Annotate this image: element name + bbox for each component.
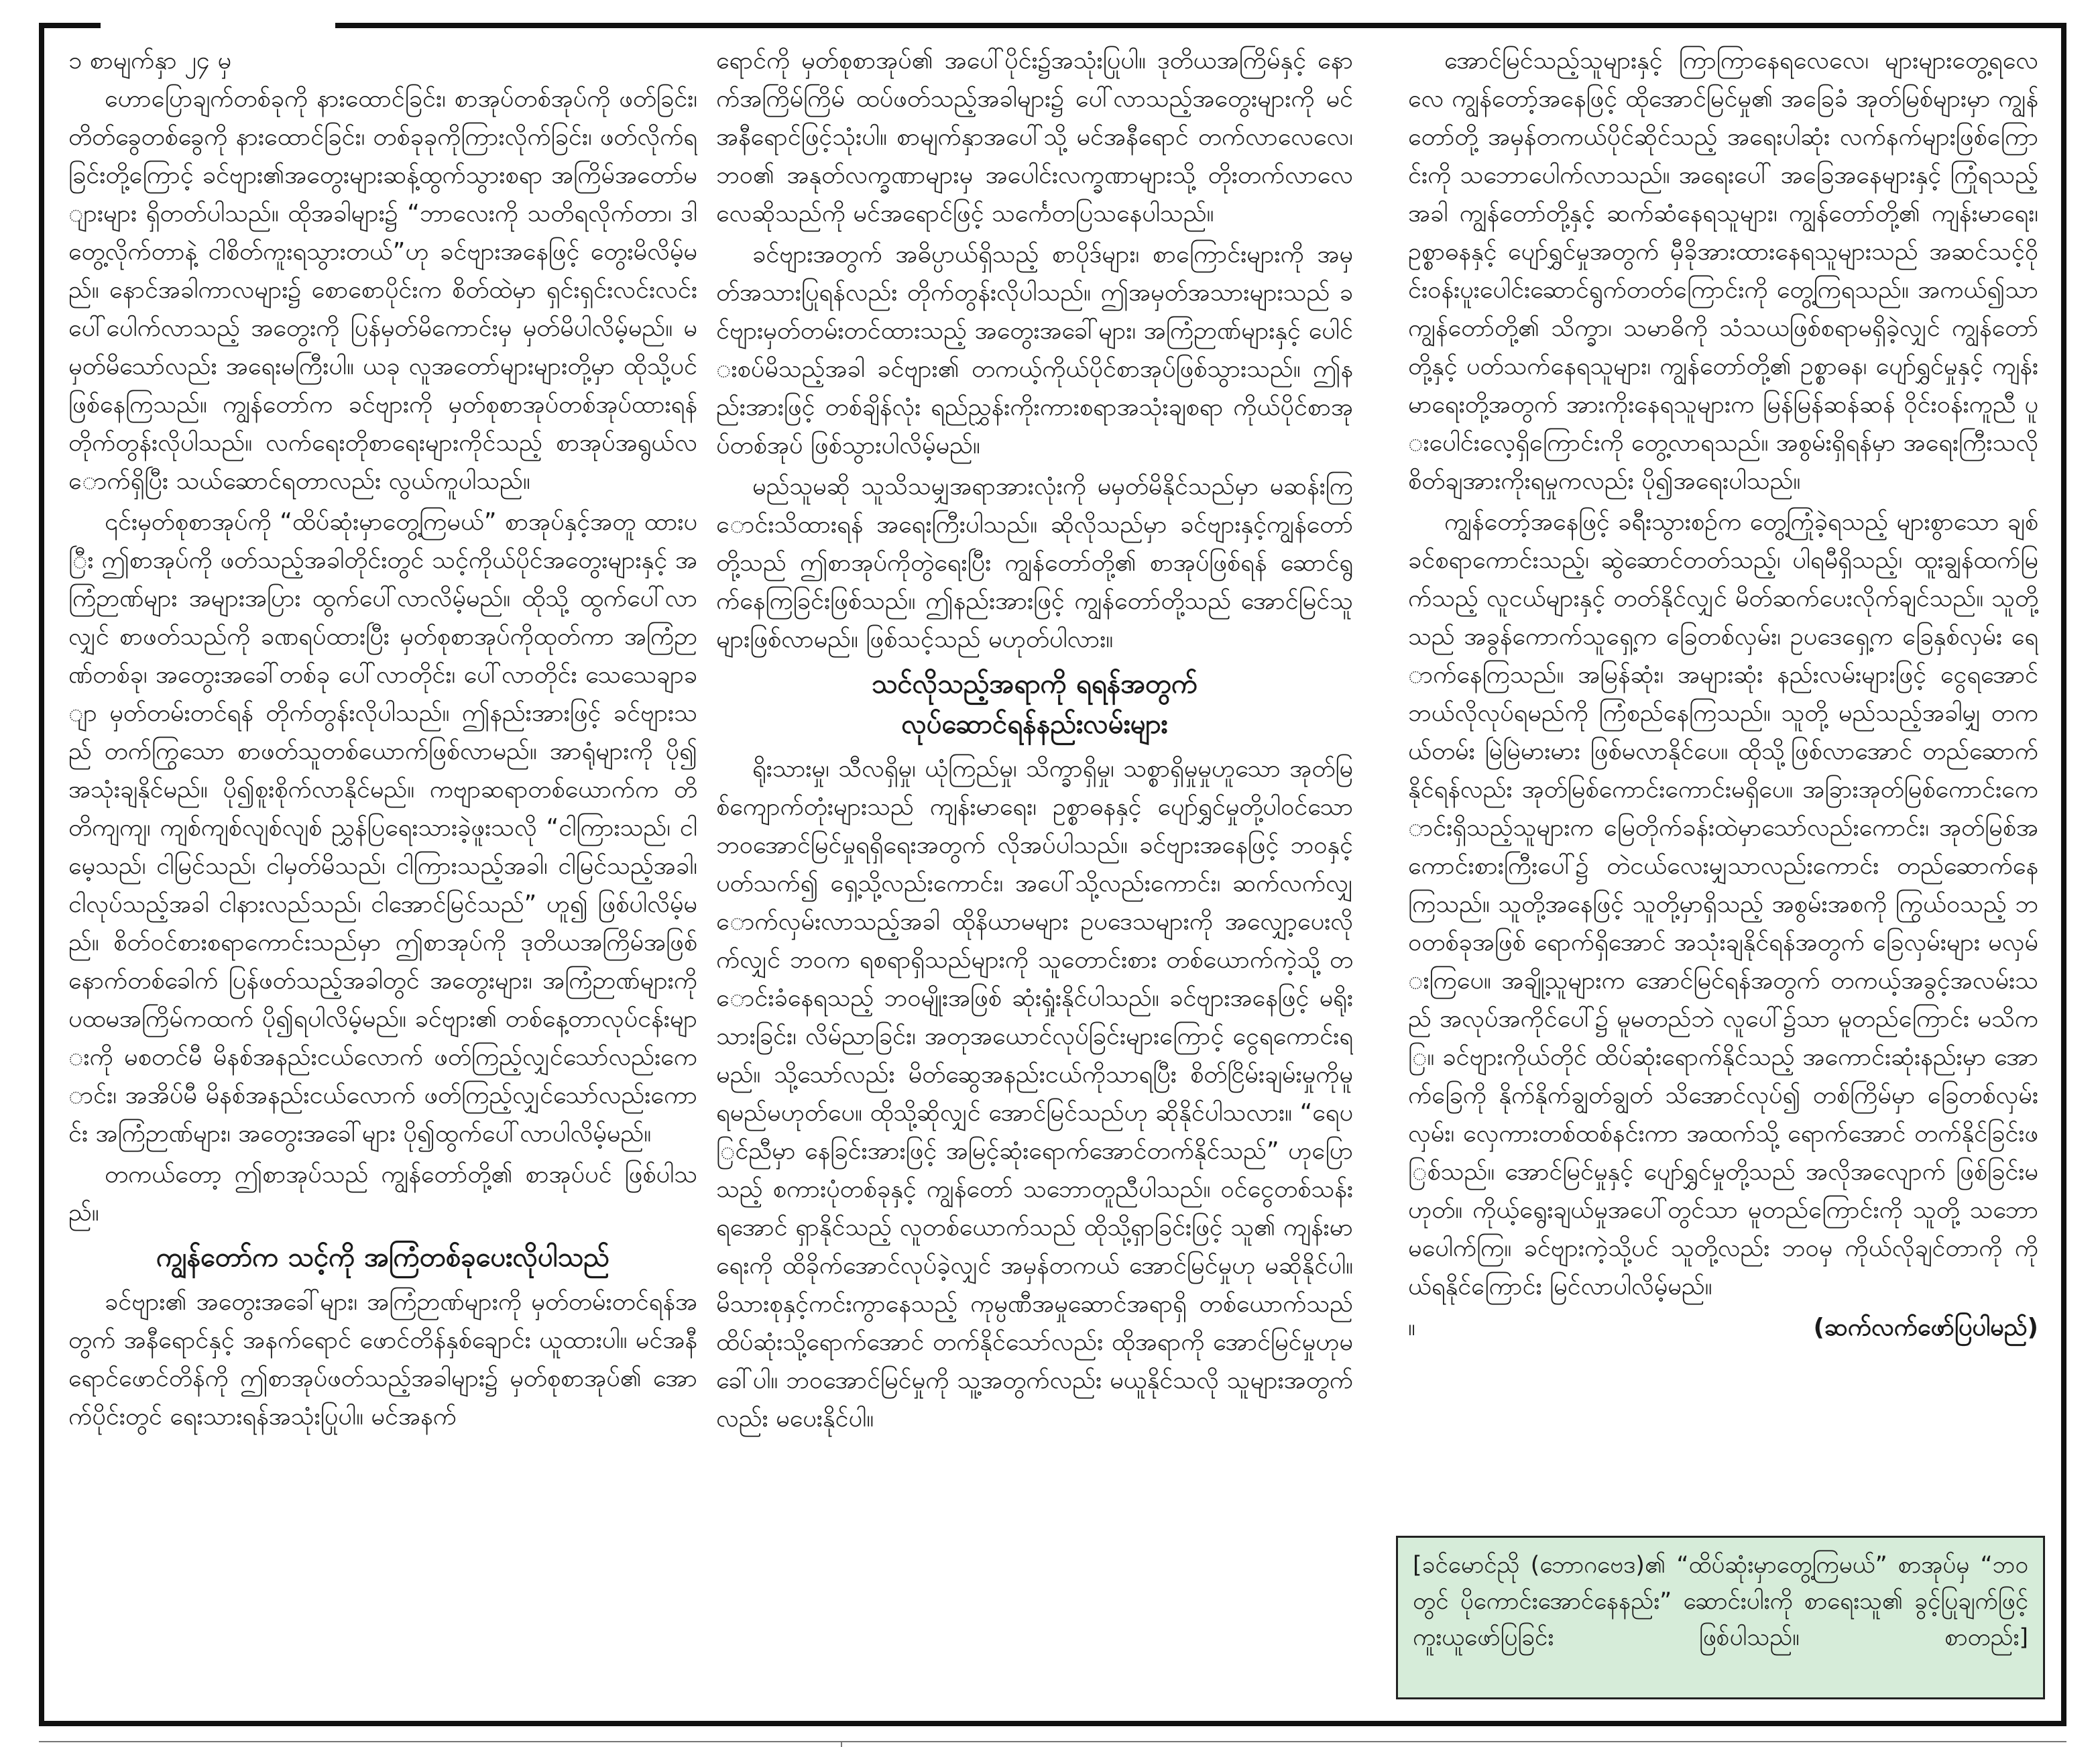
column2-paragraph: ခင်ဗျားအတွက် အဓိပ္ပာယ်ရှိသည့် စာပိုဒ်များ၊ စာကြောင်းများကို အမှတ်အသားပြုရန်လည်း တိုက်တွန်းလိုပါသည်။ ဤအမှတ်အသားများသည် ခင်ဗျားမှတ်တမ်းတင်ထားသည့် အတွေးအခေါ်များ၊ အကြံဉာဏ်များနှင့် ပေါင်းစပ်မိသည့်အခါ ခင်ဗျား၏ တကယ့်ကိုယ်ပိုင်စာအုပ်ဖြစ်သွားသည်။ ဤနည်းအားဖြင့် တစ်ချိန်လုံး ရည်ညွှန်းကိုးကားစရာအသုံးချစရာ ကိုယ်ပိုင်စာအုပ်တစ်အုပ် ဖြစ်သွားပါလိမ့်မည်။	[716, 241, 1353, 459]
column-3	[1408, 42, 2038, 1530]
heading-line-2: လုပ်ဆောင်ရန်နည်းလမ်းများ	[901, 709, 1168, 740]
column1-paragraph: တကယ်တော့ ဤစာအုပ်သည် ကျွန်တော်တို့၏ စာအုပ်ပင် ဖြစ်ပါသည်။	[68, 1161, 697, 1227]
column2-paragraph: မည်သူမဆို သူသိသမျှအရာအားလုံးကို မမှတ်မိနိုင်သည်မှာ မဆန်းကြောင်းသိထားရန် အရေးကြီးပါသည်။ ဆိုလိုသည်မှာ ခင်ဗျားနှင့်ကျွန်တော်တို့သည် ဤစာအုပ်ကိုတွဲရေးပြီး ကျွန်တော်တို့၏ စာအုပ်ဖြစ်ရန် ဆောင်ရွက်နေကြခြင်းဖြစ်သည်။ ဤနည်းအားဖြင့် ကျွန်တော်တို့သည် အောင်မြင်သူများဖြစ်လာမည်။ ဖြစ်သင့်သည် မဟုတ်ပါလား။	[716, 473, 1353, 653]
column3-paragraph: ကျွန်တော့်အနေဖြင့် ခရီးသွားစဉ်က တွေ့ကြုံခဲ့ရသည့် များစွာသော ချစ်ခင်စရာကောင်းသည့်၊ ဆွဲဆောင်တတ်သည့်၊ ပါရမီရှိသည့်၊ ထူးချွန်ထက်မြက်သည့် လူငယ်များနှင့် တတ်နိုင်လျှင် မိတ်ဆက်ပေးလိုက်ချင်သည်။ သူတို့သည် အခွန်ကောက်သူရှေ့က ခြေတစ်လှမ်း၊ ဥပဒေရှေ့က ခြေနှစ်လှမ်း ရောက်နေကြသည်။ အမြန်ဆုံး၊ အများဆုံး နည်းလမ်းများဖြင့် ငွေရအောင် ဘယ်လိုလုပ်ရမည်ကို ကြံစည်နေကြသည်။ သူတို့ မည်သည့်အခါမျှ တကယ်တမ်း မြဲမြဲမားမား ဖြစ်မလာနိုင်ပေ။ ထိုသို့ဖြစ်လာအောင် တည်ဆောက်နိုင်ရန်လည်း အုတ်မြစ်ကောင်းကောင်းမရှိပေ။ အခြားအုတ်မြစ်ကောင်းကောင်းရှိသည့်သူများက မြေတိုက်ခန်းထဲမှာသော်လည်းကောင်း၊ အုတ်မြစ်အကောင်းစားကြီးပေါ်၌ တဲငယ်လေးမျှသာလည်းကောင်း တည်ဆောက်နေကြသည်။ သူတို့အနေဖြင့် သူတို့မှာရှိသည့် အစွမ်းအစကို ကြွယ်ဝသည့် ဘဝတစ်ခုအဖြစ် ရောက်ရှိအောင် အသုံးချနိုင်ရန်အတွက် ခြေလှမ်းများ မလှမ်းကြပေ။ အချို့သူများက အောင်မြင်ရန်အတွက် တကယ့်အခွင့်အလမ်းသည် အလုပ်အကိုင်ပေါ်၌ မူမတည်ဘဲ လူပေါ်၌သာ မူတည်ကြောင်း မသိကြ။ ခင်ဗျားကိုယ်တိုင် ထိပ်ဆုံးရောက်နိုင်သည့် အကောင်းဆုံးနည်းမှာ အောက်ခြေကို နိုက်နိုက်ချွတ်ချွတ် သိအောင်လုပ်၍ တစ်ကြိမ်မှာ ခြေတစ်လှမ်းလှမ်း၊ လှေကားတစ်ထစ်နင်းကာ အထက်သို့ ရောက်အောင် တက်နိုင်ခြင်းဖြစ်သည်။ အောင်မြင်မှုနှင့် ပျော်ရွှင်မှုတို့သည် အလိုအလျောက် ဖြစ်ခြင်းမဟုတ်။ ကိုယ့်ရွေးချယ်မှုအပေါ်တွင်သာ မူတည်ကြောင်းကို သူတို့ သဘောမပေါက်ကြ။ ခင်ဗျားကဲ့သို့ပင် သူတို့လည်း ဘဝမှ ကိုယ်လိုချင်တာကို ကိုယ်ရနိုင်ကြောင်း မြင်လာပါလိမ့်မည်။	[1408, 508, 2038, 1300]
column-1	[68, 42, 697, 1705]
to-be-continued-label: (ဆက်လက်ဖော်ပြပါမည်)	[1813, 1314, 2038, 1341]
end-mark: ။	[1408, 1314, 1415, 1341]
editor-note-box	[1396, 1536, 2045, 1699]
column1-paragraph: ခင်ဗျား၏ အတွေးအခေါ်များ၊ အကြံဉာဏ်များကို မှတ်တမ်းတင်ရန်အတွက် အနီရောင်နှင့် အနက်ရောင် ဖောင်တိန်နှစ်ချောင်း ယူထားပါ။ မင်အနီရောင်ဖောင်တိန်ကို ဤစာအုပ်ဖတ်သည့်အခါများ၌ မှတ်စုစာအုပ်၏ အောက်ပိုင်းတွင် ရေးသားရန်အသုံးပြုပါ။ မင်အနက်	[68, 1288, 697, 1430]
column2-paragraph: ရိုးသားမှု၊ သီလရှိမှု၊ ယုံကြည်မှု၊ သိက္ခာရှိမှု၊ သစ္စာရှိမှုမှုဟူသော အုတ်မြစ်ကျောက်တုံးများသည် ကျန်းမာရေး၊ ဥစ္စာဓနနှင့် ပျော်ရွှင်မှုတို့ပါဝင်သော ဘဝအောင်မြင်မှုရရှိရေးအတွက် လိုအပ်ပါသည်။ ခင်ဗျားအနေဖြင့် ဘဝနှင့်ပတ်သက်၍ ရှေ့သို့လည်းကောင်း၊ အပေါ်သို့လည်းကောင်း၊ ဆက်လက်လျှောက်လှမ်းလာသည့်အခါ ထိုနိယာမများ ဥပဒေသများကို အလျှော့ပေးလိုက်လျှင် ဘဝက ရစရာရှိသည်များကို သူတောင်းစား တစ်ယောက်ကဲ့သို့ တောင်းခံနေရသည့် ဘဝမျိုးအဖြစ် ဆုံးရှုံးနိုင်ပါသည်။ ခင်ဗျားအနေဖြင့် မရိုးသားခြင်း၊ လိမ်ညာခြင်း၊ အတုအယောင်လုပ်ခြင်းများကြောင့် ငွေရကောင်းရမည်။ သို့သော်လည်း မိတ်ဆွေအနည်းငယ်ကိုသာရပြီး စိတ်ငြိမ်းချမ်းမှုကိုမူ ရမည်မဟုတ်ပေ။ ထိုသို့ဆိုလျှင် အောင်မြင်သည်ဟု ဆိုနိုင်ပါသလား။ “ရေပြင်ညီမှာ နေခြင်းအားဖြင့် အမြင့်ဆုံးရောက်အောင်တက်နိုင်သည်” ဟုပြောသည့် စကားပုံတစ်ခုနှင့် ကျွန်တော် သဘောတူညီပါသည်။ ဝင်ငွေတစ်သန်းရအောင် ရှာနိုင်သည့် လူတစ်ယောက်သည် ထိုသို့ရှာခြင်းဖြင့် သူ၏ ကျန်းမာရေးကို ထိခိုက်အောင်လုပ်ခဲ့လျှင် အမှန်တကယ် အောင်မြင်မှုဟု မဆိုနိုင်ပါ။ မိသားစုနှင့်ကင်းကွာနေသည့် ကုမ္ပဏီအမှုဆောင်အရာရှိ တစ်ယောက်သည် ထိပ်ဆုံးသို့ရောက်အောင် တက်နိုင်သော်လည်း ထိုအရာကို အောင်မြင်မှုဟုမခေါ်ပါ။ ဘဝအောင်မြင်မှုကို သူ့အတွက်လည်း မယူနိုင်သလို သူများအတွက်လည်း မပေးနိုင်ပါ။	[716, 755, 1353, 1432]
editor-note-text: [ခင်မောင်ညို (ဘောဂဗေဒ)၏ “ထိပ်ဆုံးမှာတွေ့ကြမယ်” စာအုပ်မှ “ဘဝတွင် ပိုကောင်းအောင်နေနည်း” ဆောင်းပါးကို စာရေးသူ၏ ခွင့်ပြုချက်ဖြင့် ကူးယူဖော်ပြခြင်း ဖြစ်ပါသည်။ စာတည်း]	[1413, 1552, 2028, 1651]
heading-line-1: သင်လိုသည့်အရာကို ရရန်အတွက်	[871, 669, 1198, 699]
column-2	[716, 42, 1353, 1705]
column3-paragraph: အောင်မြင်သည့်သူများနှင့် ကြာကြာနေရလေလေ၊ များများတွေ့ရလေလေ ကျွန်တော့်အနေဖြင့် ထိုအောင်မြင်မှု၏ အခြေခံ အုတ်မြစ်များမှာ ကျွန်တော်တို့ အမှန်တကယ်ပိုင်ဆိုင်သည့် အရေးပါဆုံး လက်နက်များဖြစ်ကြောင်းကို သဘောပေါက်လာသည်။ အရေးပေါ် အခြေအနေများနှင့် ကြုံရသည့်အခါ ကျွန်တော်တို့နှင့် ဆက်ဆံနေရသူများ၊ ကျွန်တော်တို့၏ ကျန်းမာရေး၊ ဥစ္စာဓနနှင့် ပျော်ရွှင်မှုအတွက် မှီခိုအားထားနေရသူများသည် အဆင်သင့်ဝိုင်းဝန်းပူးပေါင်းဆောင်ရွက်တတ်ကြောင်းကို တွေ့ကြရသည်။ အကယ်၍သာ ကျွန်တော်တို့၏ သိက္ခာ၊ သမာဓိကို သံသယဖြစ်စရာမရှိခဲ့လျှင် ကျွန်တော်တို့နှင့် ပတ်သက်နေရသူများ၊ ကျွန်တော်တို့၏ ဥစ္စာဓန၊ ပျော်ရွှင်မှုနှင့် ကျန်းမာရေးတို့အတွက် အားကိုးနေရသူများက မြန်မြန်ဆန်ဆန် ဝိုင်းဝန်းကူညီ ပူးပေါင်းလေ့ရှိကြောင်းကို တွေ့လာရသည်။ အစွမ်းရှိရန်မှာ အရေးကြီးသလို စိတ်ချအားကိုးရမှုကလည်း ပို၍အရေးပါသည်။	[1408, 47, 2038, 495]
column1-paragraph: ၎င်းမှတ်စုစာအုပ်ကို “ထိပ်ဆုံးမှာတွေ့ကြမယ်” စာအုပ်နှင့်အတူ ထားပြီး ဤစာအုပ်ကို ဖတ်သည့်အခါတိုင်းတွင် သင့်ကိုယ်ပိုင်အတွေးများနှင့် အကြံဉာဏ်များ အများအပြား ထွက်ပေါ်လာလိမ့်မည်။ ထိုသို့ ထွက်ပေါ်လာလျှင် စာဖတ်သည်ကို ခဏရပ်ထားပြီး မှတ်စုစာအုပ်ကိုထုတ်ကာ အကြံဉာဏ်တစ်ခု၊ အတွေးအခေါ်တစ်ခု ပေါ်လာတိုင်း၊ ပေါ်လာတိုင်း သေသေချာချာ မှတ်တမ်းတင်ရန် တိုက်တွန်းလိုပါသည်။ ဤနည်းအားဖြင့် ခင်ဗျားသည် တက်ကြွသော စာဖတ်သူတစ်ယောက်ဖြစ်လာမည်။ အာရုံများကို ပို၍အသုံးချနိုင်မည်။ ပို၍စူးစိုက်လာနိုင်မည်။ ကဗျာဆရာတစ်ယောက်က တိတိကျကျ၊ ကျစ်ကျစ်လျစ်လျစ် ညွှန်ပြရေးသားခဲ့ဖူးသလို “ငါကြားသည်၊ ငါမေ့သည်၊ ငါမြင်သည်၊ ငါမှတ်မိသည်၊ ငါကြားသည့်အခါ၊ ငါမြင်သည့်အခါ၊ ငါလုပ်သည့်အခါ ငါနားလည်သည်၊ ငါအောင်မြင်သည်” ဟူ၍ ဖြစ်ပါလိမ့်မည်။ စိတ်ဝင်စားစရာကောင်းသည်မှာ ဤစာအုပ်ကို ဒုတိယအကြိမ်အဖြစ် နောက်တစ်ခေါက် ပြန်ဖတ်သည့်အခါတွင် အတွေးများ၊ အကြံဉာဏ်များကို ပထမအကြိမ်ကထက် ပို၍ရပါလိမ့်မည်။ ခင်ဗျား၏ တစ်နေ့တာလုပ်ငန်းများကို မစတင်မီ မိနစ်အနည်းငယ်လောက် ဖတ်ကြည့်လျှင်သော်လည်းကောင်း၊ အအိပ်မီ မိနစ်အနည်းငယ်လောက် ဖတ်ကြည့်လျှင်သော်လည်းကောင်း အကြံဉာဏ်များ၊ အတွေးအခေါ်များ ပို၍ထွက်ပေါ်လာပါလိမ့်မည်။	[68, 508, 697, 1147]
section-heading-methods	[716, 664, 1353, 744]
source-text: ၁ စာမျက်နှာ ၂၄ မှ	[68, 47, 232, 74]
continued-from-line	[68, 42, 697, 80]
bottom-tick	[841, 1741, 842, 1747]
bottom-rule	[39, 1741, 2066, 1742]
column1-paragraph: ဟောပြောချက်တစ်ခုကို နားထောင်ခြင်း၊ စာအုပ်တစ်အုပ်ကို ဖတ်ခြင်း၊ တိတ်ခွေတစ်ခွေကို နားထောင်ခြင်း၊ တစ်ခုခုကိုကြားလိုက်ခြင်း၊ ဖတ်လိုက်ရခြင်းတို့ကြောင့် ခင်ဗျား၏အတွေးများဆန့်ထွက်သွားစရာ အကြိမ်အတော်များများ ရှိတတ်ပါသည်။ ထိုအခါများ၌ “ဘာလေးကို သတိရလိုက်တာ၊ ဒါတွေ့လိုက်တာနဲ့ ငါစိတ်ကူးရသွားတယ်”ဟု ခင်ဗျားအနေဖြင့် တွေးမိလိမ့်မည်။ နောင်အခါကာလများ၌ စောစောပိုင်းက စိတ်ထဲမှာ ရှင်းရှင်းလင်းလင်း ပေါ်ပေါက်လာသည့် အတွေးကို ပြန်မှတ်မိကောင်းမှ မှတ်မိပါလိမ့်မည်။ မမှတ်မိသော်လည်း အရေးမကြီးပါ။ ယခု လူအတော်များများတို့မှာ ထိုသို့ပင် ဖြစ်နေကြသည်။ ကျွန်တော်က ခင်ဗျားကို မှတ်စုစာအုပ်တစ်အုပ်ထားရန် တိုက်တွန်းလိုပါသည်။ လက်ရေးတိုစာရေးများကိုင်သည့် စာအုပ်အရွယ်လောက်ရှိပြီး သယ်ဆောင်ရတာလည်း လွယ်ကူပါသည်။	[68, 85, 697, 495]
column2-paragraph: ရောင်ကို မှတ်စုစာအုပ်၏ အပေါ်ပိုင်း၌အသုံးပြုပါ။ ဒုတိယအကြိမ်နှင့် နောက်အကြိမ်ကြိမ် ထပ်ဖတ်သည့်အခါများ၌ ပေါ်လာသည့်အတွေးများကို မင်အနီရောင်ဖြင့်သုံးပါ။ စာမျက်နှာအပေါ်သို့ မင်အနီရောင် တက်လာလေလေ၊ ဘဝ၏ အနုတ်လက္ခဏာများမှ အပေါင်းလက္ခဏာများသို့ တိုးတက်လာလေလေဆိုသည်ကို မင်အရောင်ဖြင့် သင်္ကေတပြသနေပါသည်။	[716, 47, 1353, 227]
section-heading-advice: ကျွန်တော်က သင့်ကို အကြံတစ်ခုပေးလိုပါသည်	[156, 1242, 610, 1273]
continued-line	[1408, 1308, 2038, 1347]
